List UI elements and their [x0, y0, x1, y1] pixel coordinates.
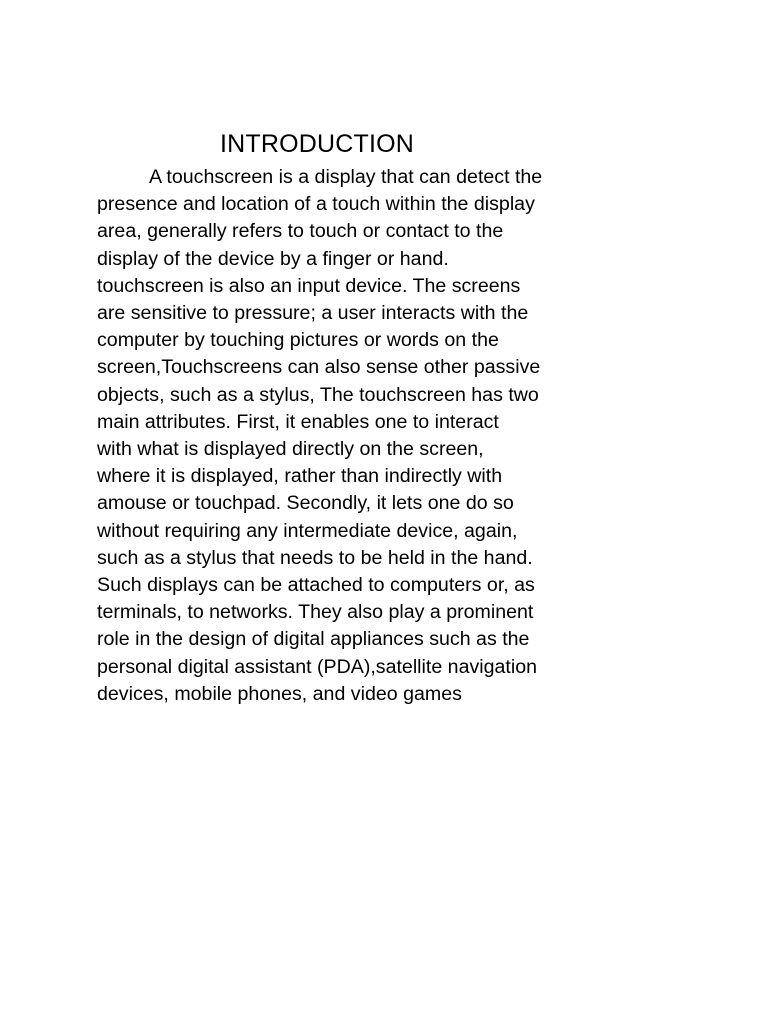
paragraph-line: A touchscreen is a display that can detect the [149, 166, 543, 188]
paragraph-line: personal digital assistant (PDA),satellite navigation [97, 655, 537, 678]
paragraph-line: area, generally refers to touch or contact to the [97, 220, 504, 243]
section-heading: INTRODUCTION [220, 130, 415, 158]
paragraph-line: presence and location of a touch within the display [97, 193, 535, 216]
paragraph-line: with what is displayed directly on the screen, [97, 438, 484, 461]
paragraph-line: amouse or touchpad. Secondly, it lets one do so [97, 492, 514, 515]
paragraph-line: screen,Touchscreens can also sense other passive [97, 356, 541, 379]
paragraph-line: computer by touching pictures or words on the [97, 329, 499, 352]
paragraph-line: without requiring any intermediate device, again, [97, 519, 518, 542]
paragraph-line: Such displays can be attached to computers or, as [97, 574, 535, 597]
paragraph-line: are sensitive to pressure; a user interacts with the [97, 302, 529, 325]
paragraph-line: objects, such as a stylus, The touchscreen has two [97, 383, 539, 406]
paragraph-line: display of the device by a finger or hand. [97, 247, 449, 270]
paragraph-line: devices, mobile phones, and video games [97, 682, 462, 705]
body-paragraph [97, 164, 577, 708]
paragraph-line: terminals, to networks. They also play a prominent [97, 601, 534, 624]
paragraph-line: touchscreen is also an input device. The screens [97, 274, 521, 297]
paragraph-line: role in the design of digital appliances such as the [97, 628, 530, 651]
paragraph-line: such as a stylus that needs to be held in the hand. [97, 546, 533, 569]
paragraph-line: main attributes. First, it enables one to interact [97, 410, 499, 433]
paragraph-line: where it is displayed, rather than indirectly with [97, 465, 503, 488]
